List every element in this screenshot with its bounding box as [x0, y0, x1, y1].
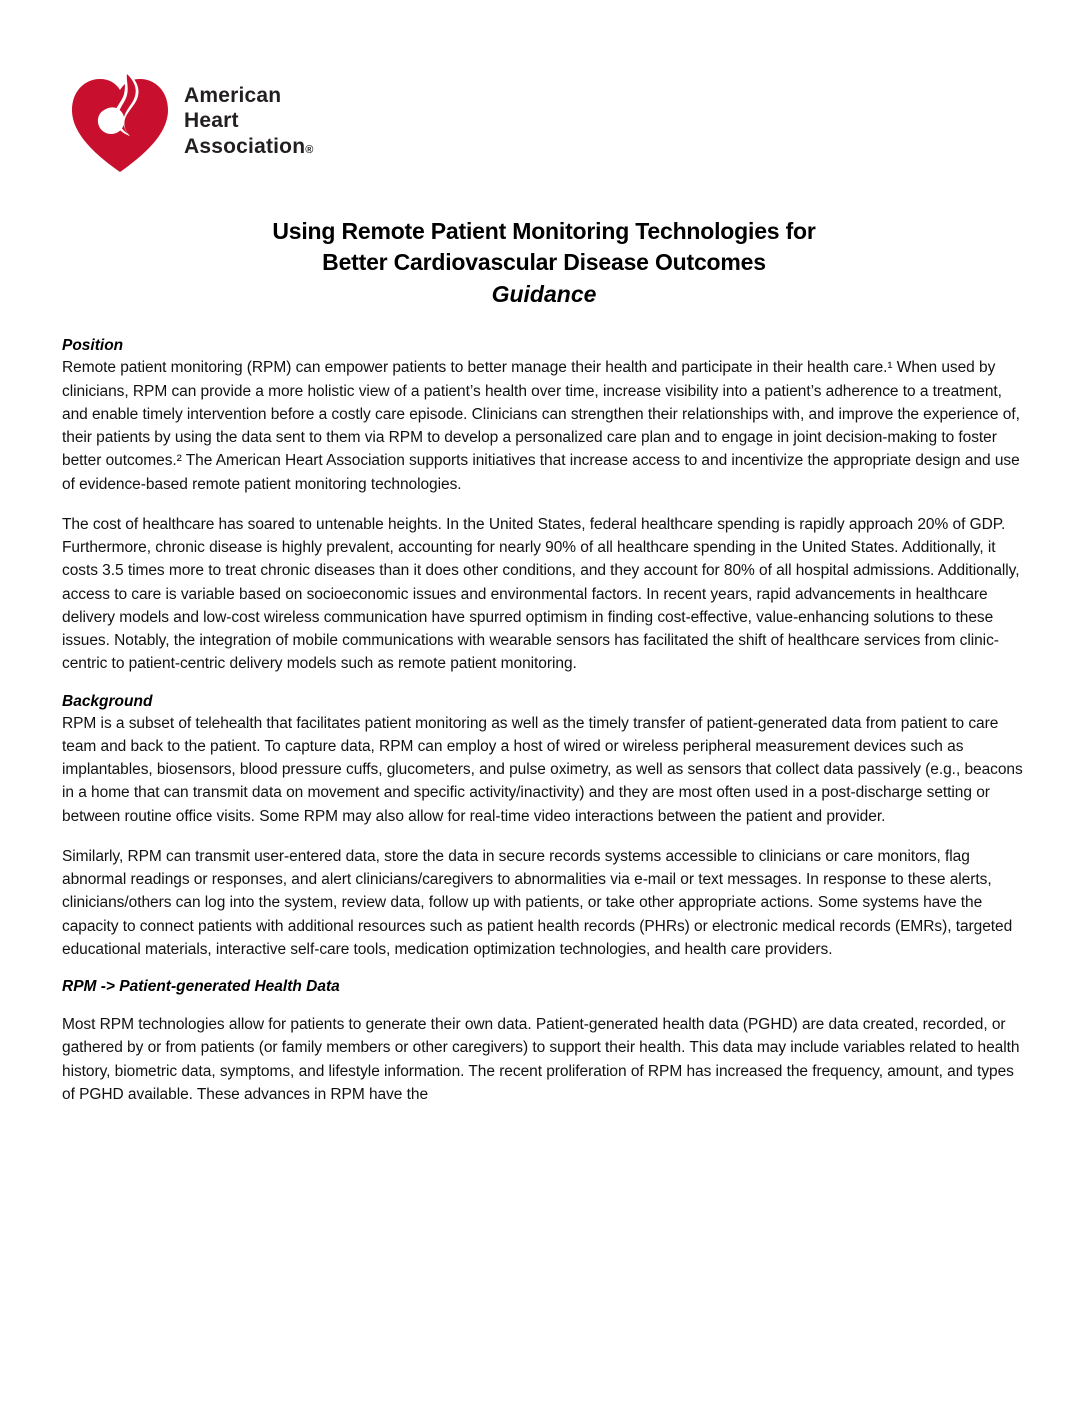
aha-logo-text — [184, 83, 314, 160]
title-line-3: Guidance — [491, 281, 597, 308]
paragraph: Similarly, RPM can transmit user-entered data, store the data in secure records systems accessible to clinicians or care monitors, flag abnormal readings or responses, and alert clinicians/caregivers to abnormalities via e-mail or text messages. In response to these alerts, clinicians/others can log into the system, review data, follow up with patients, or take other appropriate actions. Some systems have the capacity to connect patients with additional resources such as patient health records (PHRs) or electronic medical records (EMRs), targeted educational materials, interactive self-care tools, medication optimization technologies, and health care providers. — [62, 847, 1013, 958]
section-heading: Position — [62, 337, 124, 355]
section-position — [62, 337, 1026, 675]
logo-line-1: American — [184, 83, 282, 107]
paragraph: The cost of healthcare has soared to untenable heights. In the United States, federal healthcare spending is rapidly approach 20% of GDP. Furthermore, chronic disease is highly prevalent, accounting for nearly 90% of all healthcare spending in the United States. Additionally, it costs 3.5 times more to treat chronic diseases than it does other conditions, and they account for 80% of all hospital admissions. Additionally, access to care is variable based on socioeconomic issues and environmental factors. In recent years, rapid advancements in healthcare delivery models and low-cost wireless communication have spurred optimism in finding cost-effective, value-enhancing solutions to these issues. Notably, the integration of mobile communications with wearable sensors has facilitated the shift of healthcare services from clinic-centric to patient-centric delivery models such as remote patient monitoring. — [62, 515, 1020, 673]
paragraph: Remote patient monitoring (RPM) can empower patients to better manage their health and participate in their health care.¹ When used by clinicians, RPM can provide a more holistic view of a patient’s health over time, increase visibility into a patient’s adherence to a treatment, and enable timely intervention before a costly care episode. Clinicians can strengthen their relationships with, and improve the experience of, their patients by using the data sent to them via RPM to develop a personalized care plan and to engage in joint decision-making to foster better outcomes.² The American Heart Association supports initiatives that increase access to and incentivize the appropriate design and use of evidence-based remote patient monitoring technologies. — [62, 359, 1020, 493]
logo-line-3: Association — [184, 134, 306, 158]
section-heading: RPM -> Patient-generated Health Data — [62, 978, 340, 996]
title-line-1: Using Remote Patient Monitoring Technologies for — [272, 218, 816, 244]
logo-line-2: Heart — [184, 109, 239, 133]
paragraph: Most RPM technologies allow for patients to generate their own data. Patient-generated health data (PGHD) are data created, recorded, or gathered by or from patients (or family members or other caregivers) to support their health. This data may include variables related to health history, biometric data, symptoms, and lifestyle information. The recent proliferation of RPM has increased the frequency, amount, and types of PGHD available. These advances in RPM have the — [62, 1016, 1020, 1103]
paragraph: RPM is a subset of telehealth that facilitates patient monitoring as well as the timely transfer of patient-generated data from patient to care team and back to the patient. To capture data, RPM can employ a host of wired or wireless peripheral measurement devices such as implantables, biosensors, blood pressure cuffs, glucometers, and pulse oximetry, as well as sensors that collect data passively (e.g., beacons in a home that can transmit data on movement and specific activity/inactivity) and they are most often used in a post-discharge setting or between routine office visits. Some RPM may also allow for real-time video interactions between the patient and provider. — [62, 714, 1023, 825]
page-title — [62, 216, 1026, 311]
section-heading: Background — [62, 692, 153, 710]
spacer — [62, 997, 1026, 1013]
registered-mark: ® — [305, 143, 314, 156]
section-pghd — [62, 978, 1026, 1106]
title-line-2: Better Cardiovascular Disease Outcomes — [322, 249, 766, 276]
aha-logo — [70, 62, 1026, 180]
aha-heart-torch-logo-icon — [70, 69, 170, 173]
section-background — [62, 693, 1026, 962]
